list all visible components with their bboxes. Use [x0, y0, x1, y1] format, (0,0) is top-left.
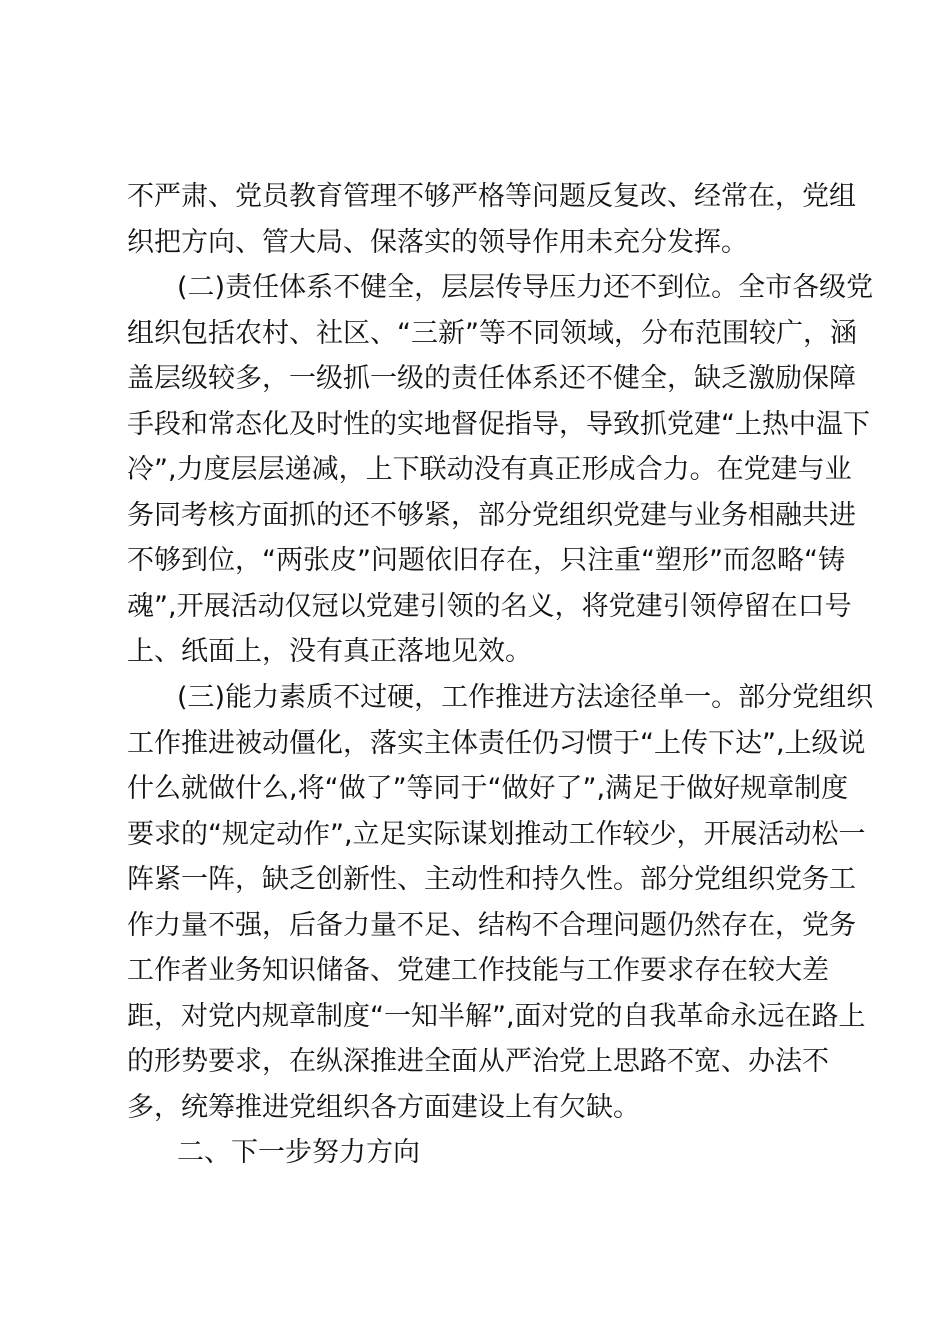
text-line: 工作推进被动僵化，落实主体责任仍习惯于“上传下达”,上级说	[127, 727, 866, 759]
text-line: 手段和常态化及时性的实地督促指导，导致抓党建“上热中温下	[127, 408, 870, 440]
section-heading-2-line: (二)责任体系不健全，层层传导压力还不到位。全市各级党	[177, 272, 874, 304]
text-line: 的形势要求，在纵深推进全面从严治党上思路不宽、办法不	[127, 1046, 829, 1078]
text-line: 阵紧一阵，缺乏创新性、主动性和持久性。部分党组织党务工	[127, 864, 856, 896]
text-line: 务同考核方面抓的还不够紧，部分党组织党建与业务相融共进	[127, 499, 856, 531]
text-line: 上、纸面上，没有真正落地见效。	[127, 636, 532, 668]
text-line: 不严肃、党员教育管理不够严格等问题反复改、经常在，党组	[127, 181, 856, 212]
text-line: 多，统筹推进党组织各方面建设上有欠缺。	[127, 1091, 640, 1123]
text-line: 距，对党内规章制度“一知半解”,面对党的自我革命永远在路上	[127, 1000, 866, 1032]
body-text	[127, 174, 874, 1176]
text-line: 作力量不强，后备力量不足、结构不合理问题仍然存在，党务	[127, 909, 856, 941]
text-line: 织把方向、管大局、保落实的领导作用未充分发挥。	[127, 226, 748, 258]
section-heading-main: 二、下一步努力方向	[177, 1137, 420, 1169]
text-line: 冷”,力度层层递减，上下联动没有真正形成合力。在党建与业	[127, 454, 852, 486]
text-line: 要求的“规定动作”,立足实际谋划推动工作较少，开展活动松一	[127, 818, 866, 850]
text-line: 什么就做什么,将“做了”等同于“做好了”,满足于做好规章制度	[127, 773, 849, 805]
text-line: 魂”,开展活动仅冠以党建引领的名义，将党建引领停留在口号	[127, 590, 852, 622]
text-line: 盖层级较多，一级抓一级的责任体系还不健全，缺乏激励保障	[127, 363, 856, 395]
section-heading-3-line: (三)能力素质不过硬，工作推进方法途径单一。部分党组织	[177, 682, 874, 714]
text-line: 不够到位，“两张皮”问题依旧存在，只注重“塑形”而忽略“铸	[127, 545, 845, 577]
text-line: 工作者业务知识储备、党建工作技能与工作要求存在较大差	[127, 955, 829, 987]
text-line: 组织包括农村、社区、“三新”等不同领域，分布范围较广，涵	[127, 317, 857, 349]
